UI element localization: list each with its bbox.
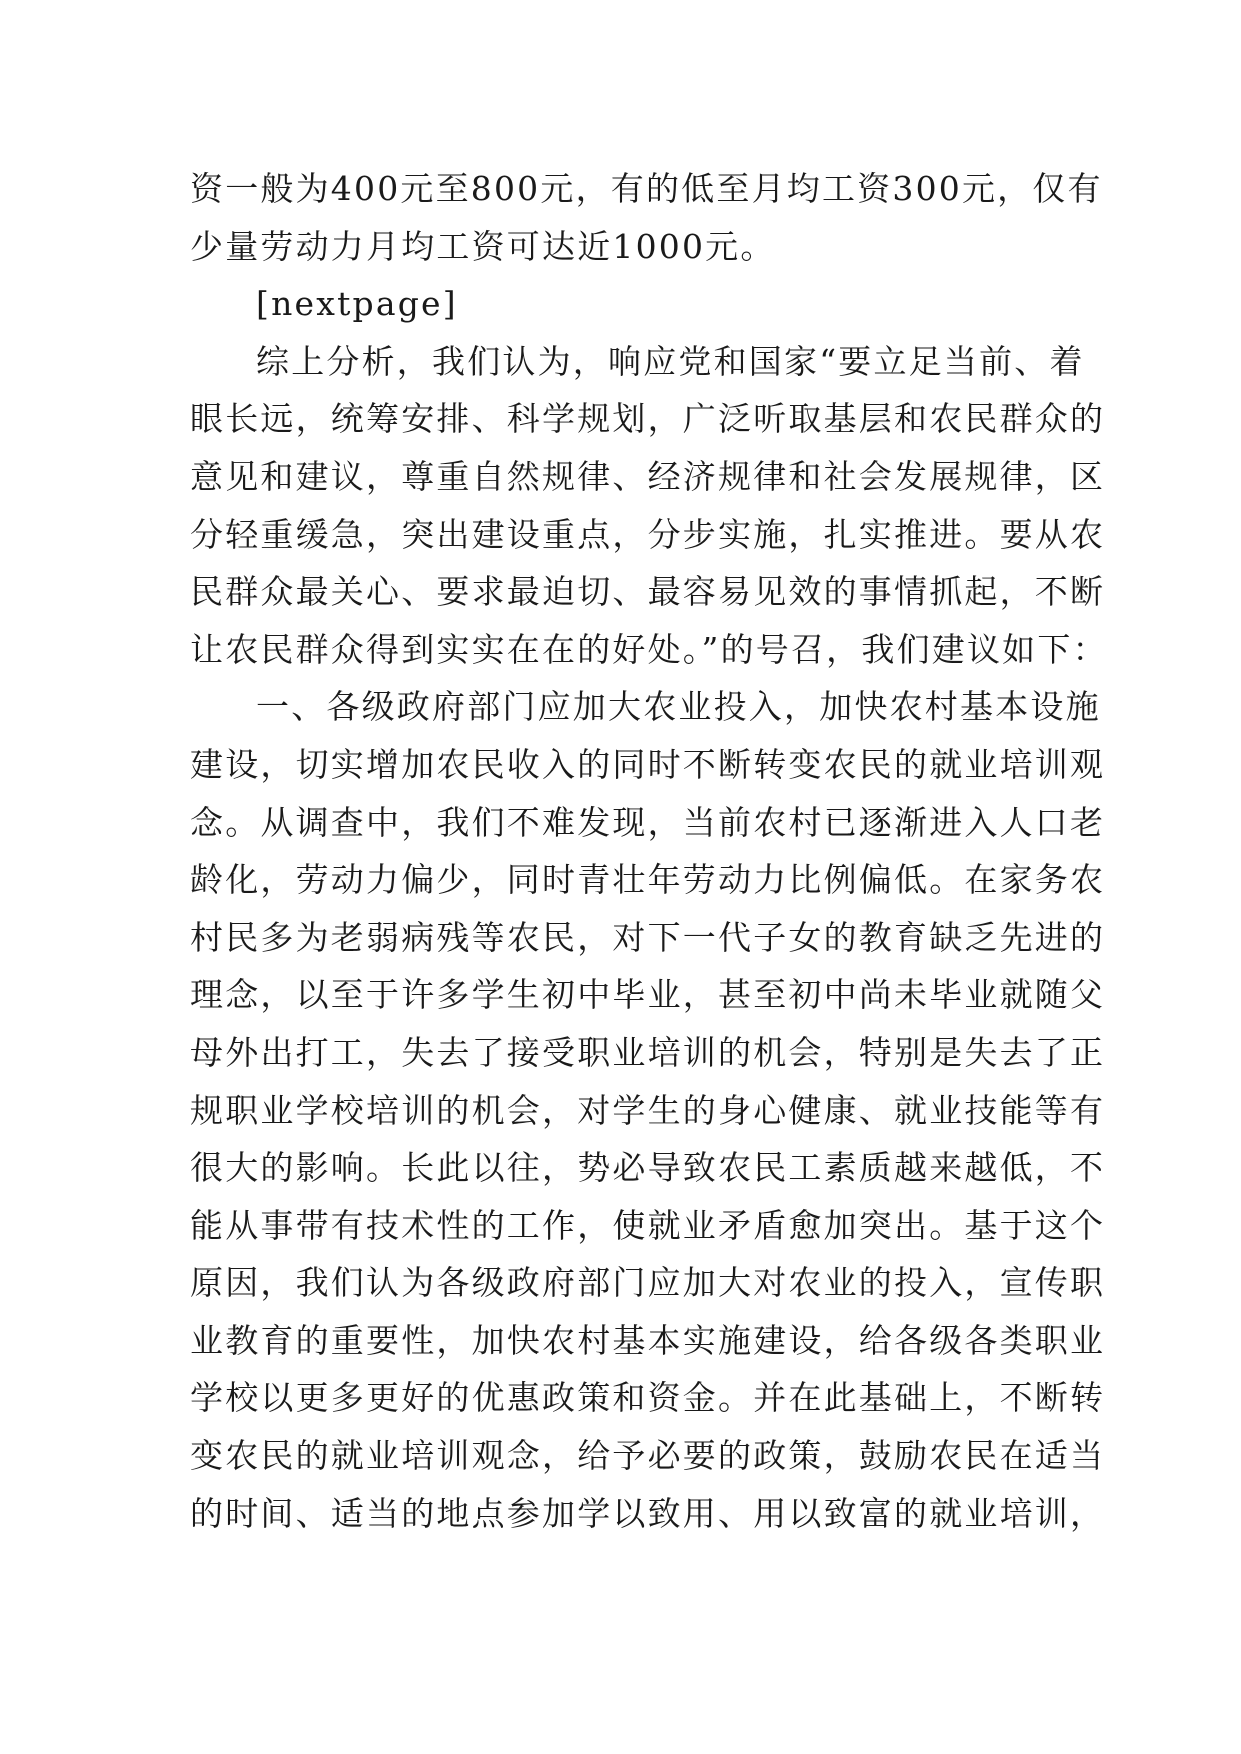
text-line: 很大的影响。长此以往，势必导致农民工素质越来越低，不 [190, 1148, 1106, 1188]
text-line: 意见和建议，尊重自然规律、经济规律和社会发展规律，区 [190, 456, 1106, 496]
text-line: 原因，我们认为各级政府部门应加大对农业的投入，宣传职 [190, 1263, 1106, 1303]
text-line: 规职业学校培训的机会，对学生的身心健康、就业技能等有 [190, 1090, 1106, 1130]
paragraph-start-line: 一、各级政府部门应加大农业投入，加快农村基本设施 [256, 687, 1101, 727]
text-line: 少量劳动力月均工资可达近1000元。 [190, 226, 776, 266]
text-line: 龄化，劳动力偏少，同时青壮年劳动力比例偏低。在家务农 [190, 860, 1106, 900]
text-line: 分轻重缓急，突出建设重点，分步实施，扎实推进。要从农 [190, 514, 1106, 554]
text-line: 民群众最关心、要求最迫切、最容易见效的事情抓起，不断 [190, 572, 1106, 612]
text-line: 眼长远，统筹安排、科学规划，广泛听取基层和农民群众的 [190, 399, 1106, 439]
text-line: 母外出打工，失去了接受职业培训的机会，特别是失去了正 [190, 1032, 1106, 1072]
text-line: 学校以更多更好的优惠政策和资金。并在此基础上，不断转 [190, 1378, 1106, 1418]
text-line: 变农民的就业培训观念，给予必要的政策，鼓励农民在适当 [190, 1436, 1106, 1476]
document-body [190, 160, 1108, 1542]
text-line: 念。从调查中，我们不难发现，当前农村已逐渐进入人口老 [190, 802, 1106, 842]
text-line: 理念，以至于许多学生初中毕业，甚至初中尚未毕业就随父 [190, 975, 1106, 1015]
paragraph-start-line: 综上分析，我们认为，响应党和国家“要立足当前、着 [256, 341, 1085, 381]
text-line: 建设，切实增加农民收入的同时不断转变农民的就业培训观 [190, 744, 1106, 784]
text-line: 业教育的重要性，加快农村基本实施建设，给各级各类职业 [190, 1320, 1106, 1360]
text-line: 能从事带有技术性的工作，使就业矛盾愈加突出。基于这个 [190, 1205, 1106, 1245]
text-line: 的时间、适当的地点参加学以致用、用以致富的就业培训， [190, 1493, 1106, 1533]
page-break-marker: [nextpage] [256, 284, 458, 324]
text-line: 让农民群众得到实实在在的好处。”的号召，我们建议如下： [190, 629, 1108, 669]
text-line: 资一般为400元至800元，有的低至月均工资300元，仅有 [190, 169, 1103, 208]
text-line: 村民多为老弱病残等农民，对下一代子女的教育缺乏先进的 [190, 917, 1106, 957]
